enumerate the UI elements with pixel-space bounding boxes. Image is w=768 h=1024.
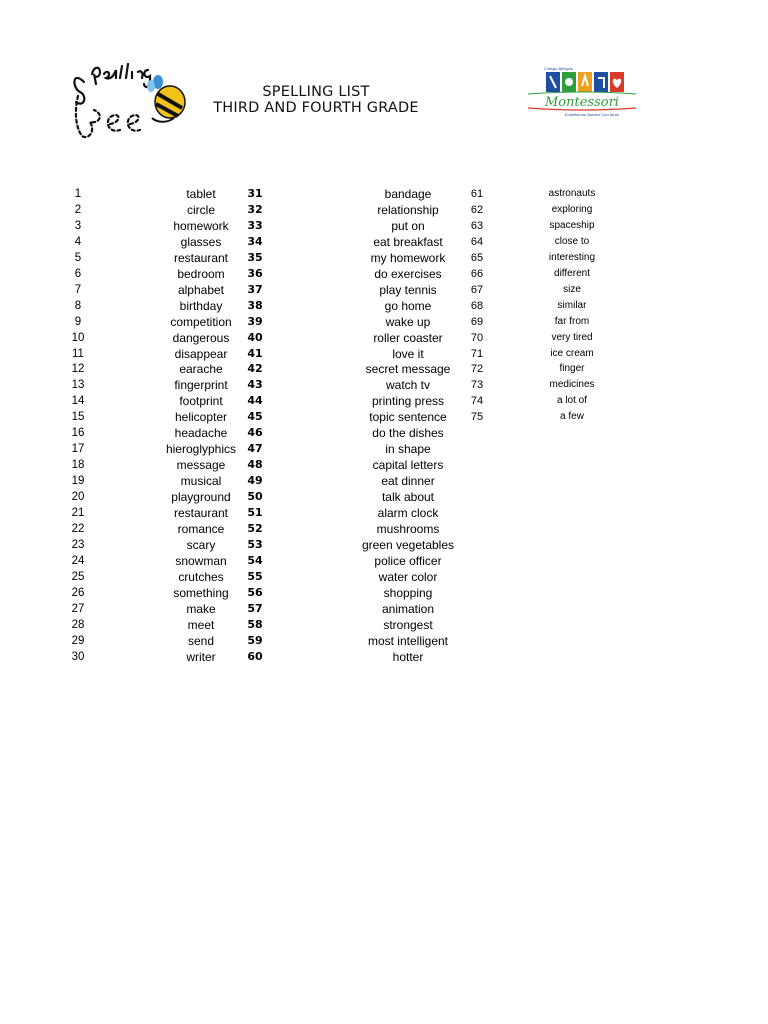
item-number: 31	[247, 187, 263, 200]
item-word: very tired	[551, 331, 593, 343]
item-number: 66	[470, 267, 484, 280]
item-number: 41	[247, 346, 263, 360]
item-number: 73	[470, 379, 484, 392]
page-title	[185, 84, 447, 116]
item-word: interesting	[548, 251, 596, 263]
item-number: 21	[71, 507, 85, 519]
item-word: close to	[554, 235, 590, 247]
item-word: topic sentence	[369, 410, 447, 425]
item-number: 59	[247, 633, 263, 647]
item-number: 70	[470, 331, 484, 344]
item-word: medicines	[549, 379, 595, 391]
item-number: 58	[247, 617, 263, 631]
item-number: 2	[74, 203, 82, 216]
item-number: 11	[72, 347, 84, 360]
item-word: glasses	[180, 234, 222, 249]
item-number: 23	[71, 538, 85, 551]
item-word: circle	[186, 202, 215, 217]
item-number: 39	[247, 314, 263, 328]
item-number: 32	[247, 202, 263, 216]
item-word: playground	[171, 490, 231, 505]
item-number: 15	[71, 411, 85, 424]
item-number: 12	[71, 363, 85, 376]
item-number: 65	[470, 251, 484, 264]
item-number: 38	[247, 298, 263, 312]
item-word: watch tv	[385, 378, 430, 393]
item-word: something	[173, 585, 229, 600]
item-number: 35	[247, 250, 263, 264]
item-number: 30	[71, 650, 85, 663]
item-word: alarm clock	[377, 506, 439, 520]
item-number: 29	[71, 634, 85, 647]
item-number: 27	[71, 602, 85, 615]
item-number: 54	[247, 553, 263, 567]
item-word: relationship	[377, 202, 439, 217]
item-word: spaceship	[549, 219, 595, 231]
item-word: finger	[559, 363, 585, 375]
item-word: message	[176, 458, 226, 473]
item-word: musical	[180, 474, 222, 489]
logo-top-text: Colegio Bilingüe	[544, 66, 573, 71]
item-word: most intelligent	[367, 633, 449, 648]
item-number: 7	[74, 283, 82, 296]
item-word: animation	[381, 601, 435, 616]
item-word: police officer	[374, 553, 442, 568]
item-word: romance	[177, 521, 225, 536]
item-number: 53	[247, 537, 263, 551]
item-number: 33	[247, 218, 263, 232]
item-number: 64	[470, 235, 484, 248]
item-word: capital letters	[372, 458, 444, 473]
item-word: talk about	[381, 490, 435, 505]
item-word: my homework	[370, 250, 446, 265]
item-number: 37	[247, 282, 263, 296]
item-number: 36	[247, 266, 263, 280]
item-word: mushrooms	[376, 521, 440, 536]
item-number: 10	[71, 331, 85, 344]
item-word: water color	[378, 569, 438, 584]
item-number: 62	[470, 203, 484, 216]
item-number: 60	[247, 649, 263, 663]
item-number: 50	[247, 490, 263, 504]
title-line-1: SPELLING LIST	[262, 84, 370, 100]
item-word: play tennis	[379, 282, 437, 297]
item-number: 44	[247, 394, 263, 408]
spelling-bee-wordmark-icon	[74, 64, 150, 137]
item-number: 52	[247, 521, 263, 535]
item-word: make	[186, 601, 216, 616]
item-number: 1	[74, 188, 82, 200]
item-number: 75	[470, 411, 484, 424]
item-word: go home	[384, 298, 432, 313]
item-word: secret message	[365, 362, 451, 377]
item-word: love it	[392, 346, 424, 361]
item-word: alphabet	[177, 282, 225, 297]
item-number: 48	[247, 458, 263, 472]
item-number: 34	[247, 234, 263, 248]
item-number: 8	[74, 299, 82, 312]
item-word: restaurant	[173, 250, 229, 265]
item-number: 72	[470, 363, 484, 376]
item-number: 17	[71, 443, 85, 456]
item-word: printing press	[371, 394, 445, 409]
logo-tagline-text: Enseñamos Valores Con Amor	[564, 112, 620, 117]
item-number: 45	[247, 410, 263, 424]
item-word: green vegetables	[361, 537, 455, 552]
item-word: a few	[560, 411, 584, 423]
item-number: 67	[470, 283, 484, 296]
item-number: 42	[247, 362, 263, 376]
item-word: eat dinner	[381, 474, 435, 489]
item-word: helicopter	[174, 410, 228, 425]
item-word: ice cream	[550, 347, 594, 359]
item-word: homework	[173, 218, 229, 233]
item-word: hotter	[392, 649, 424, 664]
item-word: competition	[170, 314, 232, 329]
item-word: earache	[179, 362, 223, 377]
item-number: 26	[71, 586, 85, 599]
item-word: different	[554, 267, 590, 279]
item-word: birthday	[179, 298, 223, 313]
item-number: 14	[71, 395, 85, 408]
spelling-bee-logo	[70, 62, 188, 144]
item-word: fingerprint	[174, 378, 228, 393]
item-number: 20	[71, 491, 85, 504]
montessori-blocks-icon	[546, 72, 624, 92]
item-number: 22	[71, 522, 85, 535]
item-word: headache	[174, 426, 228, 441]
item-word: far from	[554, 315, 590, 327]
item-number: 57	[247, 601, 263, 615]
item-word: crutches	[178, 569, 224, 584]
item-word: wake up	[385, 314, 431, 329]
item-number: 40	[247, 330, 263, 344]
item-number: 55	[247, 569, 263, 583]
item-number: 13	[71, 379, 85, 392]
item-number: 4	[74, 235, 82, 248]
item-number: 6	[74, 267, 82, 280]
item-number: 51	[247, 506, 263, 519]
item-word: in shape	[385, 442, 431, 457]
item-word: eat breakfast	[373, 234, 443, 249]
item-word: exploring	[551, 203, 593, 215]
item-word: strongest	[383, 617, 433, 632]
item-number: 16	[71, 427, 85, 440]
item-word: put on	[391, 218, 425, 233]
item-number: 47	[247, 442, 263, 456]
item-number: 56	[247, 585, 263, 599]
item-word: do the dishes	[372, 426, 444, 441]
item-word: tablet	[186, 187, 216, 201]
item-word: meet	[187, 617, 215, 632]
item-number: 24	[71, 554, 85, 567]
item-word: roller coaster	[373, 330, 443, 345]
item-word: disappear	[174, 346, 228, 361]
item-number: 28	[71, 618, 85, 631]
item-word: a lot of	[556, 395, 588, 407]
item-number: 61	[470, 188, 484, 200]
item-number: 46	[247, 426, 263, 440]
item-word: scary	[186, 537, 216, 552]
item-word: restaurant	[173, 506, 229, 520]
montessori-school-logo	[520, 64, 644, 122]
item-word: send	[187, 633, 215, 648]
item-number: 18	[71, 459, 85, 472]
item-word: snowman	[175, 553, 227, 568]
item-number: 25	[71, 570, 85, 583]
item-number: 43	[247, 378, 263, 392]
item-word: writer	[186, 649, 216, 664]
item-number: 19	[71, 475, 85, 488]
item-word: shopping	[383, 585, 433, 600]
item-word: astronauts	[548, 188, 596, 199]
item-number: 3	[74, 219, 82, 232]
item-number: 49	[247, 474, 263, 488]
item-number: 74	[470, 395, 484, 408]
item-word: do exercises	[374, 266, 442, 281]
item-number: 63	[470, 219, 484, 232]
item-number: 5	[74, 251, 82, 264]
item-word: footprint	[179, 394, 223, 409]
item-word: dangerous	[172, 330, 230, 345]
item-word: bandage	[384, 187, 432, 201]
item-word: bedroom	[177, 266, 225, 281]
item-number: 68	[470, 299, 484, 312]
item-number: 9	[74, 315, 82, 328]
item-word: hieroglyphics	[165, 442, 237, 457]
bee-icon	[147, 75, 185, 122]
item-number: 71	[470, 347, 484, 360]
item-word: size	[563, 283, 581, 295]
title-line-2: THIRD AND FOURTH GRADE	[213, 100, 419, 116]
logo-name-text: Montessori	[545, 95, 619, 110]
item-word: similar	[557, 299, 587, 311]
item-number: 69	[470, 315, 484, 328]
